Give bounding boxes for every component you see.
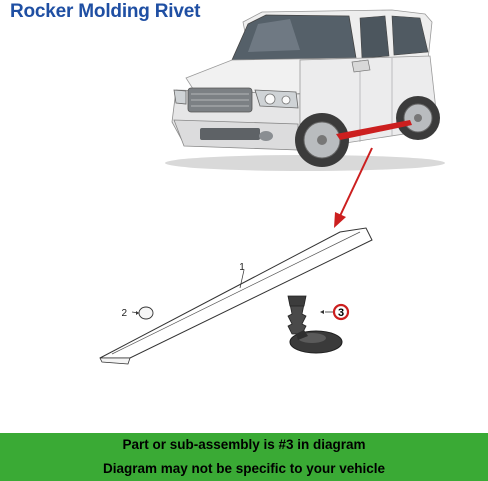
callout-label-part1: 1 (239, 262, 245, 273)
footer-note-disclaimer: Diagram may not be specific to your vehicle (102, 461, 386, 476)
callout-label-part2: 2 (121, 308, 127, 319)
footer-banner (0, 433, 488, 481)
callout-label-part3: 3 (337, 307, 345, 319)
vehicle-illustration (165, 10, 445, 171)
page-title: Rocker Molding Rivet (10, 1, 201, 22)
rivet-part3 (288, 296, 345, 353)
footer-note-part: Part or sub-assembly is #3 in diagram (122, 437, 366, 452)
clip-part2 (132, 307, 153, 319)
